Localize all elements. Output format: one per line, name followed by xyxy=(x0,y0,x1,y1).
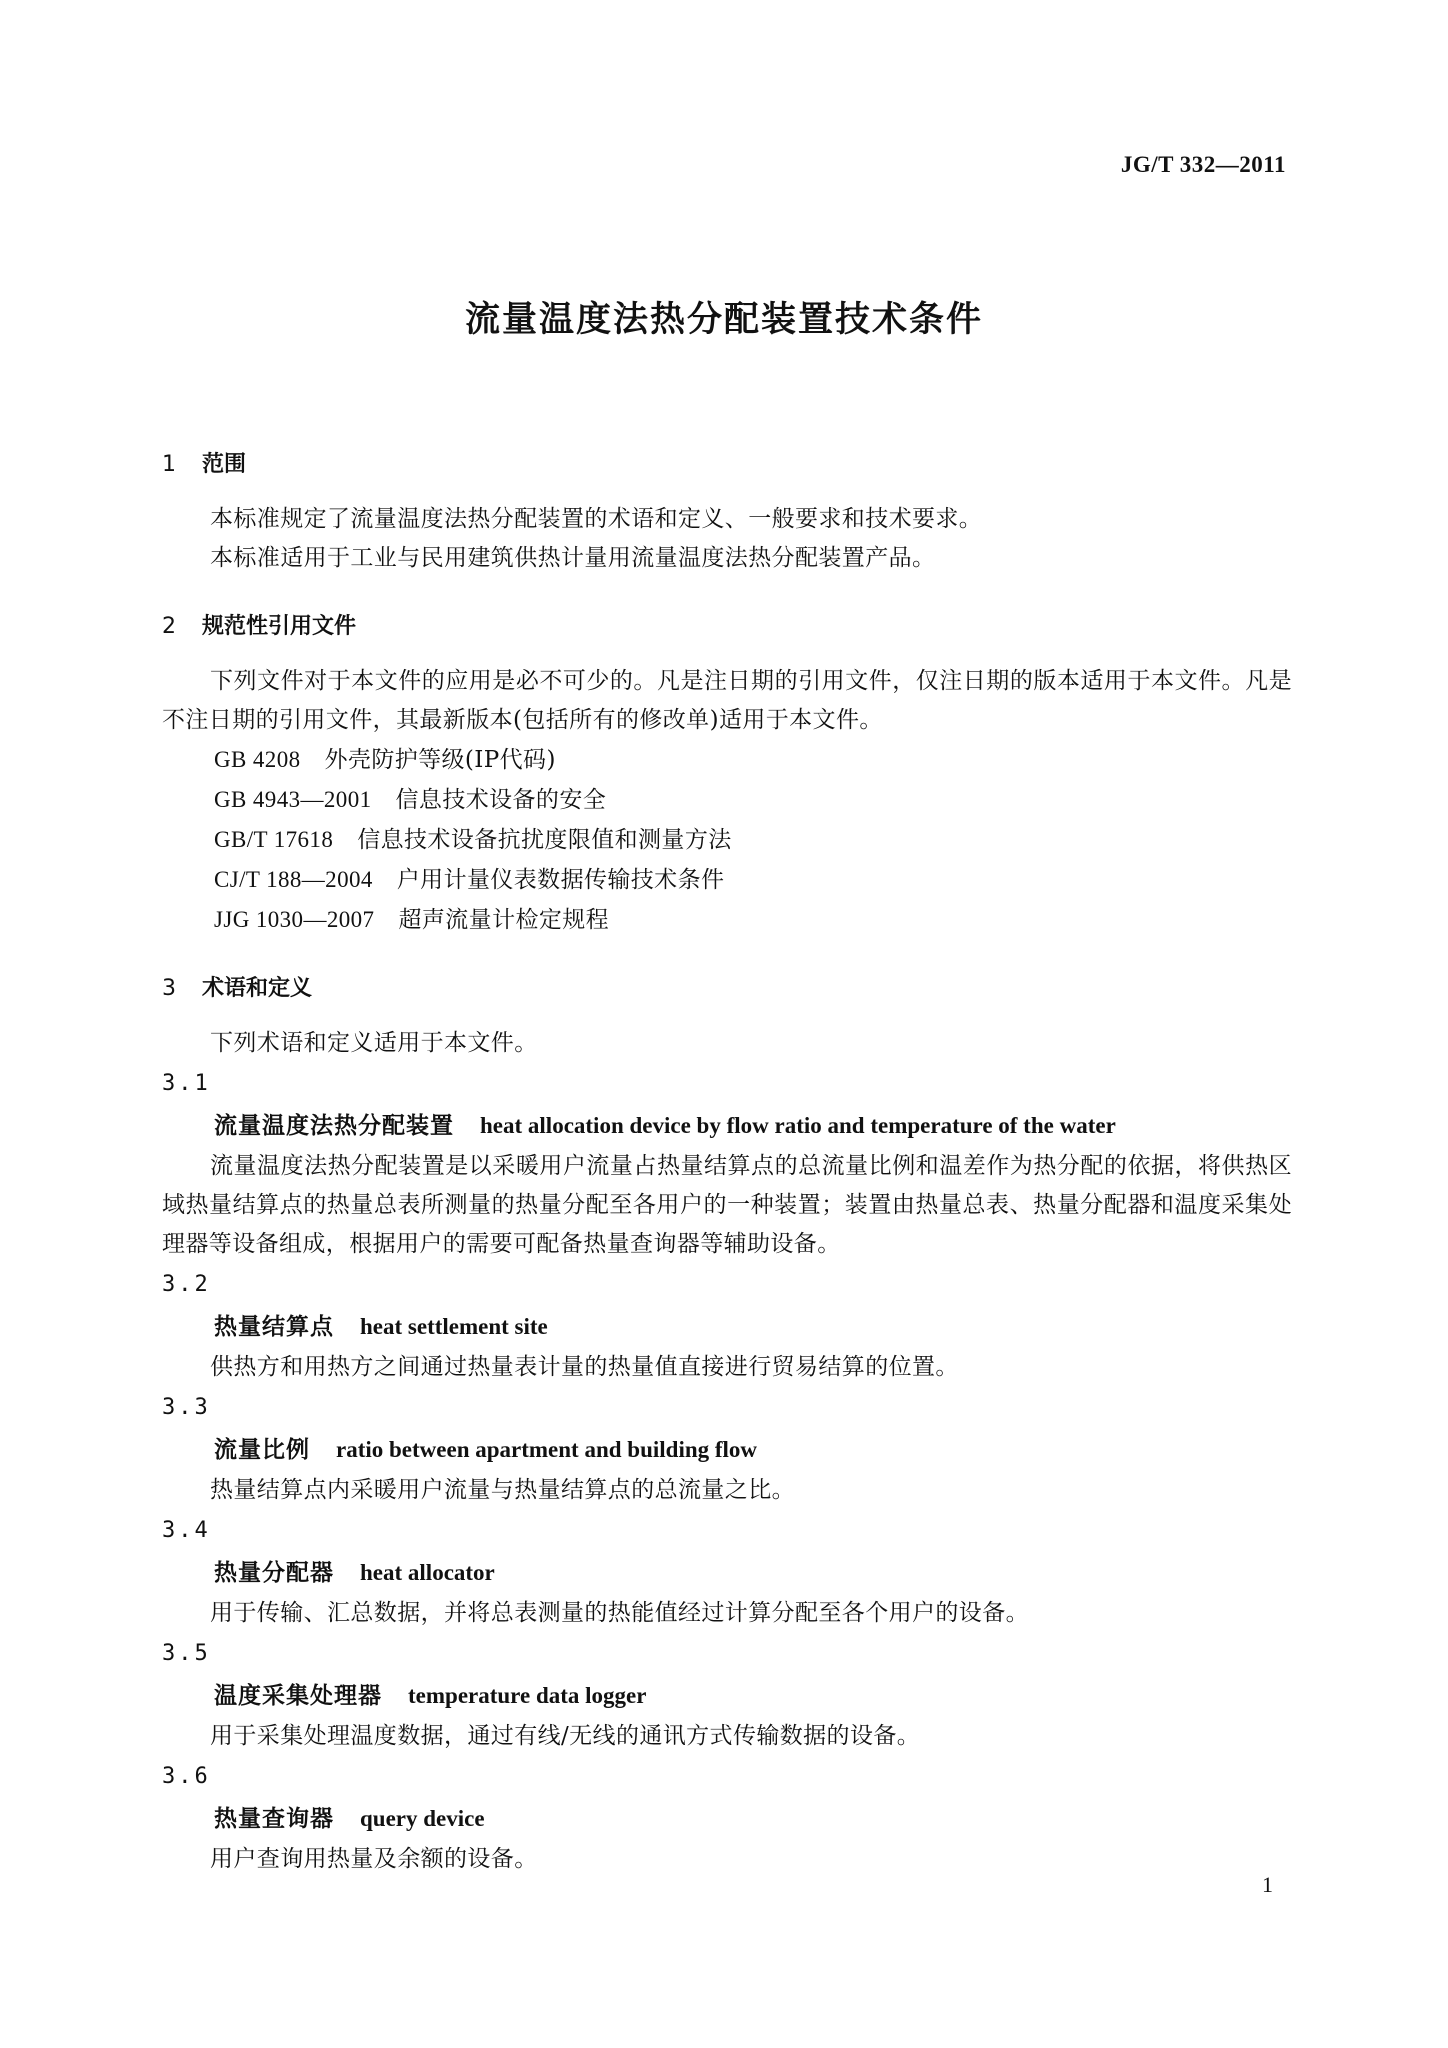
term-english: query device xyxy=(360,1806,485,1831)
term-definition: 流量温度法热分配装置是以采暖用户流量占热量结算点的总流量比例和温差作为热分配的依据，将供热区域热量结算点的热量总表所测量的热量分配至各用户的一种装置；装置由热量总表、热量分配器和温度采集处理器等设备组成，根据用户的需要可配备热量查询器等辅助设备。 xyxy=(162,1153,1292,1257)
reference-title: 超声流量计检定规程 xyxy=(398,907,610,933)
term-entry xyxy=(162,1510,1292,1633)
term-definition: 用于采集处理温度数据，通过有线/无线的通讯方式传输数据的设备。 xyxy=(210,1723,921,1749)
section-number: 3 xyxy=(162,976,176,1001)
term-entry xyxy=(162,1264,1292,1387)
term-line xyxy=(162,1429,1292,1471)
section-number: 2 xyxy=(162,614,176,639)
section-heading-terms-and-definitions xyxy=(162,966,1292,1012)
term-line xyxy=(162,1798,1292,1840)
reference-list xyxy=(162,740,1292,940)
term-number: 3.4 xyxy=(162,1518,211,1543)
term-chinese: 热量查询器 xyxy=(214,1806,334,1832)
reference-code: GB/T 17618 xyxy=(214,827,334,852)
reference-item xyxy=(162,820,1292,860)
term-english: heat allocation device by flow ratio and temperature of the water xyxy=(480,1113,1116,1138)
reference-code: CJ/T 188—2004 xyxy=(214,867,373,892)
paragraph: 本标准规定了流量温度法热分配装置的术语和定义、一般要求和技术要求。 xyxy=(210,506,983,532)
term-english: heat allocator xyxy=(360,1560,495,1585)
standard-code: JG/T 332—2011 xyxy=(1120,152,1286,177)
term-definition: 用于传输、汇总数据，并将总表测量的热能值经过计算分配至各个用户的设备。 xyxy=(210,1600,1029,1626)
section-heading-scope xyxy=(162,442,1292,488)
reference-code: JJG 1030—2007 xyxy=(214,907,375,932)
term-chinese: 流量比例 xyxy=(214,1437,310,1463)
term-line xyxy=(162,1306,1292,1348)
term-chinese: 热量分配器 xyxy=(214,1560,334,1586)
term-number: 3.3 xyxy=(162,1395,211,1420)
section-title: 规范性引用文件 xyxy=(202,614,357,639)
page-number: 1 xyxy=(1262,1872,1273,1897)
term-number: 3.1 xyxy=(162,1071,211,1096)
reference-item xyxy=(162,860,1292,900)
reference-item xyxy=(162,900,1292,940)
term-english: heat settlement site xyxy=(360,1314,548,1339)
term-entry xyxy=(162,1063,1292,1264)
reference-item xyxy=(162,740,1292,780)
reference-title: 外壳防护等级(IP代码) xyxy=(324,747,556,773)
section-heading-normative-references xyxy=(162,604,1292,650)
reference-title: 户用计量仪表数据传输技术条件 xyxy=(396,867,725,893)
term-chinese: 热量结算点 xyxy=(214,1314,334,1340)
term-line xyxy=(162,1105,1292,1147)
reference-code: GB 4943—2001 xyxy=(214,787,372,812)
reference-code: GB 4208 xyxy=(214,747,301,772)
section-number: 1 xyxy=(162,452,176,477)
term-number: 3.6 xyxy=(162,1764,211,1789)
term-entry xyxy=(162,1387,1292,1510)
term-chinese: 流量温度法热分配装置 xyxy=(214,1113,454,1139)
term-english: temperature data logger xyxy=(408,1683,647,1708)
term-line xyxy=(162,1552,1292,1594)
term-line xyxy=(162,1675,1292,1717)
document-body xyxy=(162,442,1292,1879)
term-entry xyxy=(162,1756,1292,1879)
term-entry xyxy=(162,1633,1292,1756)
paragraph: 本标准适用于工业与民用建筑供热计量用流量温度法热分配装置产品。 xyxy=(210,545,936,571)
term-definition: 热量结算点内采暖用户流量与热量结算点的总流量之比。 xyxy=(210,1477,795,1503)
paragraph: 下列术语和定义适用于本文件。 xyxy=(210,1030,538,1056)
term-english: ratio between apartment and building flow xyxy=(336,1437,758,1462)
term-number: 3.2 xyxy=(162,1272,211,1297)
reference-title: 信息技术设备抗扰度限值和测量方法 xyxy=(357,827,732,853)
term-definition: 供热方和用热方之间通过热量表计量的热量值直接进行贸易结算的位置。 xyxy=(210,1354,959,1380)
term-number: 3.5 xyxy=(162,1641,211,1666)
section-title: 范围 xyxy=(202,452,247,477)
section-title: 术语和定义 xyxy=(202,976,313,1001)
reference-item xyxy=(162,780,1292,820)
reference-title: 信息技术设备的安全 xyxy=(395,787,607,813)
term-definition: 用户查询用热量及余额的设备。 xyxy=(210,1846,538,1872)
term-chinese: 温度采集处理器 xyxy=(214,1683,382,1709)
document-title: 流量温度法热分配装置技术条件 xyxy=(464,300,983,340)
paragraph: 下列文件对于本文件的应用是必不可少的。凡是注日期的引用文件，仅注日期的版本适用于本文件。凡是不注日期的引用文件，其最新版本(包括所有的修改单)适用于本文件。 xyxy=(162,668,1292,733)
